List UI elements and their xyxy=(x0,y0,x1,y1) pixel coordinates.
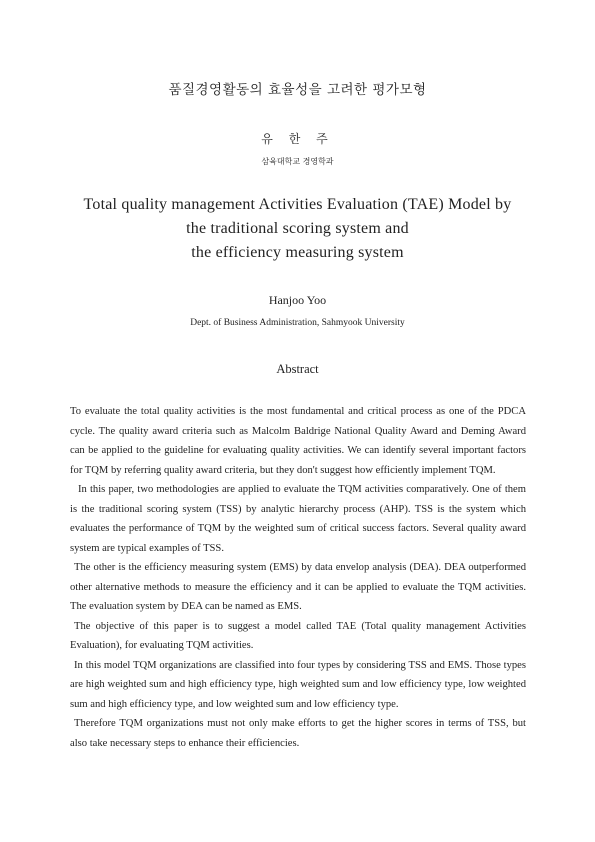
korean-author: 유 한 주 xyxy=(261,132,334,146)
abstract-paragraph: The other is the efficiency measuring system (EMS) by data envelop analysis (DEA). DEA outperformed other alternative methods to measure the efficiency and it can be applied to evaluate the TQM activities. The evaluation system by DEA can be named as EMS. xyxy=(70,562,526,612)
english-author: Hanjoo Yoo xyxy=(268,293,327,307)
english-affiliation: Dept. of Business Administration, Sahmyook University xyxy=(190,318,405,328)
english-title-line-1: Total quality management Activities Evaluation (TAE) Model by xyxy=(83,196,512,213)
abstract-body xyxy=(70,402,526,753)
english-title-line-2: the traditional scoring system and xyxy=(186,220,409,237)
abstract-paragraph: In this model TQM organizations are classified into four types by considering TSS and EMS. Those types are high weighted sum and high efficiency type, high weighted sum and low efficiency type, low weighted sum and high efficiency type, and low weighted sum and low efficiency type. xyxy=(70,659,526,710)
abstract-paragraph: To evaluate the total quality activities is the most fundamental and critical process as one of the PDCA cycle. The quality award criteria such as Malcolm Baldrige National Quality Award and Deming Award can be applied to the guideline for evaluating quality activities. We can identify several important factors for TQM by referring quality award criteria, but they don't suggest how efficiently implement TQM. xyxy=(70,406,526,476)
korean-title: 품질경영활동의 효율성을 고려한 평가모형 xyxy=(168,82,427,98)
abstract-heading: Abstract xyxy=(276,362,319,376)
english-title-line-3: the efficiency measuring system xyxy=(191,244,404,261)
abstract-paragraph: In this paper, two methodologies are applied to evaluate the TQM activities comparatively. One of them is the traditional scoring system (TSS) by analytic hierarchy process (AHP). TSS is the system which evaluates the performance of TQM by the weighted sum of critical success factors. Several quality award system are typical examples of TSS. xyxy=(70,484,526,554)
english-title xyxy=(0,193,595,265)
abstract-paragraph: The objective of this paper is to suggest a model called TAE (Total quality management Activities Evaluation), for evaluating TQM activities. xyxy=(70,620,526,651)
abstract-paragraph: Therefore TQM organizations must not only make efforts to get the higher scores in terms of TSS, but also take necessary steps to enhance their efficiencies. xyxy=(70,718,526,749)
korean-affiliation: 삼육대학교 경영학과 xyxy=(261,157,334,166)
